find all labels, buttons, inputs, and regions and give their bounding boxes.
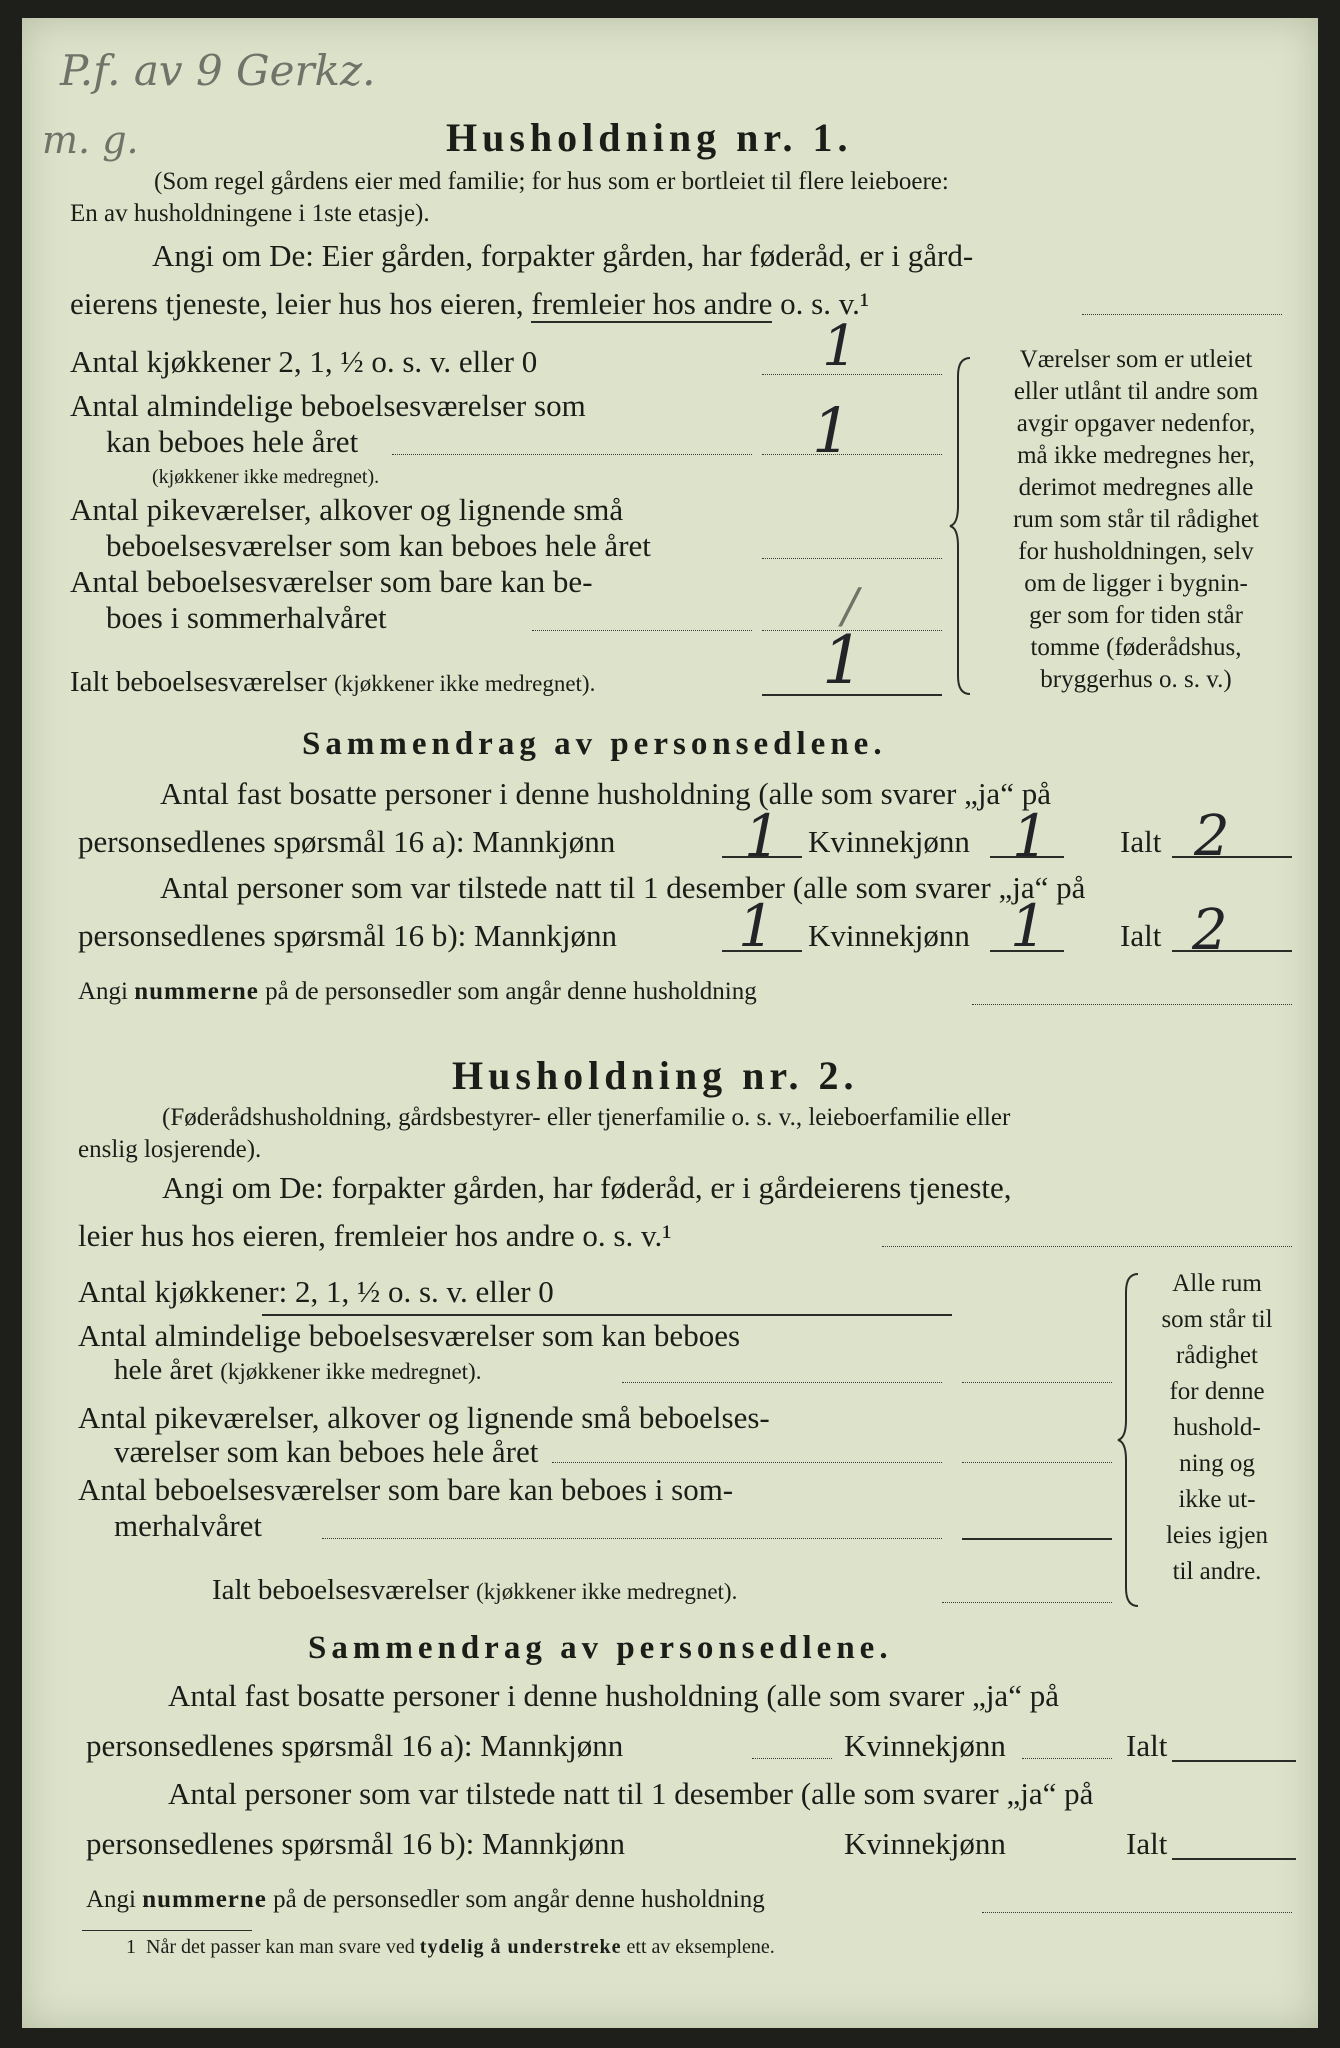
underlined-answer: fremleier hos andre bbox=[531, 286, 773, 321]
handwritten-answer: 2 bbox=[1192, 898, 1228, 963]
ordinary-rooms-label: Antal almindelige beboelsesværelser som bbox=[70, 388, 586, 423]
ialt-label: Ialt bbox=[1120, 824, 1162, 859]
summer-rooms-label: Antal beboelsesværelser som bare kan be- bbox=[70, 564, 593, 599]
household-2-question: Angi om De: forpakter gården, har føderåd, er i gårdeierens tjeneste, bbox=[162, 1170, 1012, 1205]
footnote: 1 Når det passer kan man svare ved tydelig å understreke ett av eksemplene. bbox=[126, 1936, 775, 1958]
handwritten-annotation: P.f. av 9 Gerkz. bbox=[60, 46, 376, 95]
summary-1-fast-text: personsedlenes spørsmål 16 a): Mannkjønn bbox=[78, 824, 616, 859]
handwritten-answer: 2 bbox=[1194, 804, 1230, 869]
handwritten-answer: 1 bbox=[744, 802, 781, 870]
ordinary-rooms-label: kan beboes hele året bbox=[106, 424, 359, 459]
small-rooms-label: Antal pikeværelser, alkover og lignende små bbox=[70, 492, 624, 527]
ordinary-rooms-label: hele året (kjøkkener ikke medregnet). bbox=[114, 1354, 482, 1386]
handwritten-answer: 1 bbox=[1010, 892, 1047, 960]
rooms-note: (kjøkkener ikke medregnet). bbox=[152, 466, 380, 488]
household-2-question: leier hus hos eieren, fremleier hos andre o. s. v.¹ bbox=[78, 1218, 672, 1253]
household-1-note: En av husholdningene i 1ste etasje). bbox=[70, 200, 430, 227]
summary-2-numbers: Angi nummerne på de personsedler som angår denne husholdning bbox=[86, 1886, 765, 1913]
handwritten-answer: / bbox=[842, 578, 859, 634]
footnote-rule bbox=[82, 1930, 252, 1931]
kvinnekjonn-label: Kvinnekjønn bbox=[844, 1826, 1006, 1861]
household-1-question: Angi om De: Eier gården, forpakter gården, har føderåd, er i gård- bbox=[152, 238, 974, 273]
summary-1-present-text: Antal personer som var tilstede natt til 1 desember (alle som svarer „ja“ på bbox=[160, 870, 1086, 905]
household-2-side-note: Alle rum som står til rådighet for denne hushold- ning og ikke ut- leies igjen til andre. bbox=[1161, 1270, 1273, 1585]
summary-2-present-text: Antal personer som var tilstede natt til 1 desember (alle som svarer „ja“ på bbox=[168, 1776, 1094, 1811]
kitchens-label: Antal kjøkkener: 2, 1, ½ o. s. v. eller 0 bbox=[78, 1274, 554, 1309]
household-1-note: (Som regel gårdens eier med familie; for hus som er bortleiet til flere leieboere: bbox=[154, 168, 949, 195]
ialt-label: Ialt bbox=[1126, 1728, 1168, 1763]
ialt-label: Ialt bbox=[1120, 918, 1162, 953]
ordinary-rooms-label: Antal almindelige beboelsesværelser som kan beboes bbox=[78, 1318, 741, 1353]
kvinnekjonn-label: Kvinnekjønn bbox=[844, 1728, 1006, 1763]
total-rooms-label: Ialt beboelsesværelser (kjøkkener ikke medregnet). bbox=[70, 666, 596, 698]
summary-2-title: Sammendrag av personsedlene. bbox=[308, 1630, 893, 1666]
handwritten-answer: 1 bbox=[822, 622, 864, 699]
small-rooms-label: beboelsesværelser som kan beboes hele året bbox=[106, 528, 651, 563]
household-1-title: Husholdning nr. 1. bbox=[446, 115, 853, 160]
kitchens-label: Antal kjøkkener 2, 1, ½ o. s. v. eller 0 bbox=[70, 344, 538, 379]
kvinnekjonn-label: Kvinnekjønn bbox=[808, 824, 970, 859]
census-form-page bbox=[22, 18, 1318, 2028]
summer-rooms-label: boes i sommerhalvåret bbox=[106, 600, 387, 635]
summer-rooms-label: merhalvåret bbox=[114, 1508, 263, 1543]
handwritten-annotation: m. g. bbox=[42, 118, 139, 162]
handwritten-answer: 1 bbox=[812, 394, 852, 467]
household-1-question: eierens tjeneste, leier hus hos eieren, fremleier hos andre o. s. v.¹ bbox=[70, 286, 870, 321]
summary-1-title: Sammendrag av personsedlene. bbox=[302, 726, 887, 762]
ialt-label: Ialt bbox=[1126, 1826, 1168, 1861]
summary-1-fast-text: Antal fast bosatte personer i denne husholdning (alle som svarer „ja“ på bbox=[160, 776, 1051, 811]
summary-2-fast-text: Antal fast bosatte personer i denne husholdning (alle som svarer „ja“ på bbox=[168, 1678, 1059, 1713]
summary-1-present-text: personsedlenes spørsmål 16 b): Mannkjønn bbox=[78, 918, 617, 953]
small-rooms-label: værelser som kan beboes hele året bbox=[114, 1434, 539, 1469]
household-2-title: Husholdning nr. 2. bbox=[452, 1053, 859, 1098]
handwritten-answer: 1 bbox=[738, 892, 775, 960]
summary-2-fast-text: personsedlenes spørsmål 16 a): Mannkjønn bbox=[86, 1728, 624, 1763]
handwritten-answer: 1 bbox=[1012, 802, 1049, 870]
household-2-note: (Føderådshusholdning, gårdsbestyrer- eller tjenerfamilie o. s. v., leieboerfamilie eller bbox=[162, 1104, 1011, 1131]
handwritten-answer: 1 bbox=[822, 314, 858, 379]
small-rooms-label: Antal pikeværelser, alkover og lignende små beboelses- bbox=[78, 1400, 770, 1435]
household-2-note: enslig losjerende). bbox=[78, 1136, 262, 1163]
kvinnekjonn-label: Kvinnekjønn bbox=[808, 918, 970, 953]
summary-1-numbers: Angi nummerne på de personsedler som angår denne husholdning bbox=[78, 978, 757, 1005]
total-rooms-label: Ialt beboelsesværelser (kjøkkener ikke medregnet). bbox=[212, 1574, 738, 1606]
summary-2-present-text: personsedlenes spørsmål 16 b): Mannkjønn bbox=[86, 1826, 625, 1861]
summer-rooms-label: Antal beboelsesværelser som bare kan beboes i som- bbox=[78, 1472, 734, 1507]
household-1-side-note: Værelser som er utleiet eller utlånt til andre som avgir opgaver nedenfor, må ikke medregnes her, derimot medregnes alle rum som står til rådighet for husholdningen, selv om de ligger i bygnin- ger som for tiden står tomme (føderådshus, bryggerhus o. s. v.) bbox=[1013, 346, 1259, 693]
